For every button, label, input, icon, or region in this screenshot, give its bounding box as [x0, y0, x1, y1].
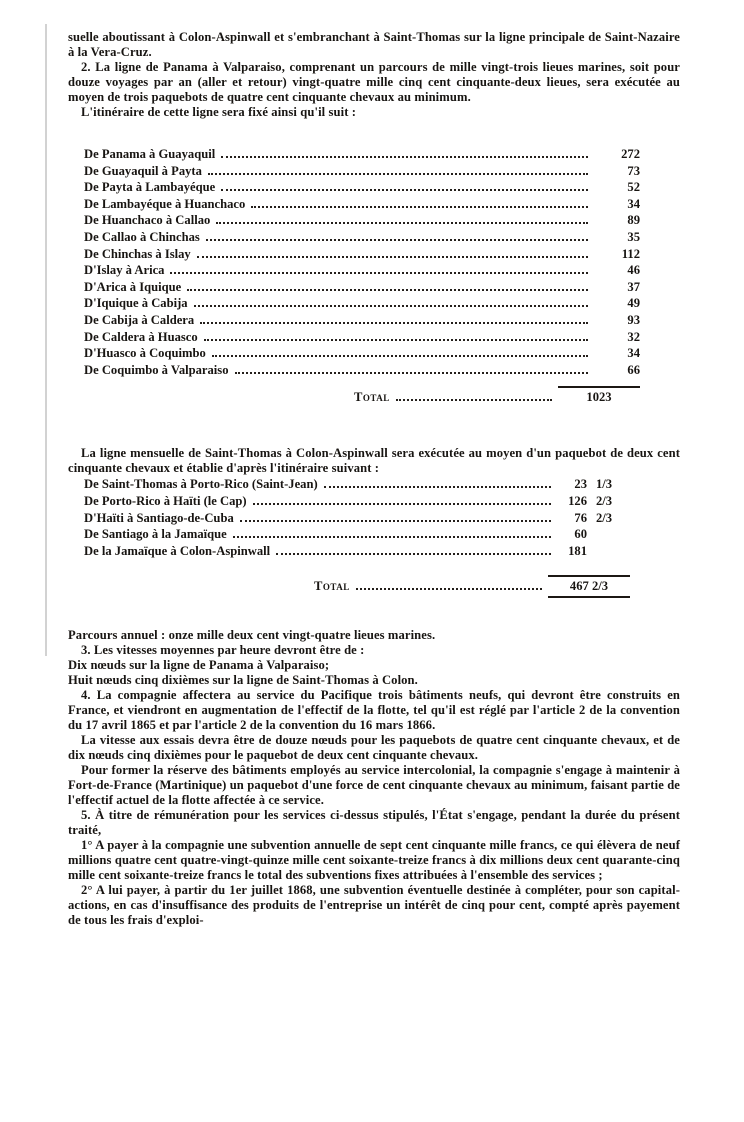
dotted-leader — [233, 536, 551, 538]
table-row — [84, 163, 640, 180]
table-row — [84, 212, 640, 229]
table-row — [84, 345, 640, 362]
distance-value: 89 — [627, 213, 640, 228]
distance-value: 49 — [627, 296, 640, 311]
route-label: D'Iquique à Cabija — [84, 296, 188, 311]
dotted-leader — [324, 486, 551, 488]
table-row — [84, 146, 640, 163]
distance-value: 93 — [627, 312, 640, 327]
table-row — [84, 295, 640, 312]
distance-fraction: 1/3 — [596, 477, 613, 492]
distance-value: 52 — [627, 180, 640, 195]
table-row — [84, 179, 640, 196]
table-row — [84, 312, 640, 329]
article-3-paragraph: 3. Les vitesses moyennes par heure devront être de : — [81, 643, 365, 658]
distance-value: 46 — [627, 263, 640, 278]
annual-distance-line: Parcours annuel : onze mille deux cent vingt-quatre lieues marines. — [68, 628, 436, 643]
article-2-paragraph: 2. La ligne de Panama à Valparaiso, comprenant un parcours de mille vingt-trois lieues marines, soit pour douze voyages par an (aller et retour) vingt-quatre mille cinq cent cinquante-deux lieues, sera exécutée au moyen de trois paquebots de quatre cent cinquante chevaux au minimum. — [68, 60, 680, 104]
table-row — [84, 362, 640, 379]
dotted-leader — [356, 588, 542, 590]
table-row — [84, 543, 630, 560]
table-row — [84, 279, 640, 296]
dotted-leader — [187, 289, 588, 291]
dotted-leader — [208, 173, 588, 175]
route-label: De Coquimbo à Valparaiso — [84, 362, 229, 377]
route-label: D'Haïti à Santiago-de-Cuba — [84, 510, 234, 525]
route-label: De Saint-Thomas à Porto-Rico (Saint-Jean) — [84, 477, 318, 492]
article-4-paragraph: 4. La compagnie affectera au service du Pacifique trois bâtiments neufs, qui devront être construits en France, et viendront en augmentation de l'effectif de la flotte, tel qu'il est réglé par l'article 2 de la convention du 17 avril 1865 et par l'article 2 de la convention du 16 mars 1866. — [68, 688, 680, 733]
dotted-leader — [251, 206, 588, 208]
route-label: De Payta à Lambayéque — [84, 180, 216, 195]
distance-value: 34 — [627, 196, 640, 211]
route-label: De Santiago à la Jamaïque — [84, 527, 227, 542]
route-label: De la Jamaïque à Colon-Aspinwall — [84, 543, 271, 558]
route-label: De Chinchas à Islay — [84, 246, 191, 261]
distance-value: 32 — [627, 329, 640, 344]
distance-value: 73 — [627, 163, 640, 178]
distance-value: 181 — [568, 543, 587, 558]
page-fold-line — [45, 24, 47, 656]
total-row-table1 — [354, 386, 640, 406]
distance-value: 126 — [568, 493, 587, 508]
speed-line-saint-thomas: Huit nœuds cinq dixièmes sur la ligne de Saint-Thomas à Colon. — [68, 673, 418, 688]
route-label: De Panama à Guayaquil — [84, 147, 216, 161]
route-label: De Caldera à Huasco — [84, 329, 198, 344]
document-page — [68, 30, 680, 928]
route-label: De Cabija à Caldera — [84, 312, 195, 327]
distance-value: 76 — [574, 510, 587, 525]
table-row — [84, 526, 630, 543]
distance-value: 112 — [621, 246, 640, 261]
trial-speed-paragraph: La vitesse aux essais devra être de douze nœuds pour les paquebots de quatre cent cinquante chevaux, et de dix nœuds cinq dixièmes pour le paquebot de deux cent cinquante chevaux. — [68, 733, 680, 763]
itinerary-table-panama-valparaiso — [84, 146, 640, 378]
table-row — [84, 510, 630, 527]
route-label: De Callao à Chinchas — [84, 229, 200, 244]
table-row — [84, 493, 630, 510]
route-label: De Huanchaco à Callao — [84, 213, 211, 228]
total-label: Total — [314, 579, 350, 594]
speed-line-panama: Dix nœuds sur la ligne de Panama à Valparaiso; — [68, 658, 330, 673]
total-row-table2 — [314, 575, 630, 598]
dotted-leader — [212, 355, 588, 357]
distance-value: 35 — [627, 229, 640, 244]
dotted-leader — [276, 553, 551, 555]
dotted-leader — [216, 222, 588, 224]
distance-fraction: 2/3 — [596, 493, 613, 508]
route-label: D'Islay à Arica — [84, 263, 165, 278]
dotted-leader — [197, 256, 588, 258]
route-label: De Porto-Rico à Haïti (le Cap) — [84, 493, 247, 508]
dotted-leader — [194, 305, 588, 307]
dotted-leader — [204, 339, 588, 341]
saint-thomas-line-intro: La ligne mensuelle de Saint-Thomas à Colon-Aspinwall sera exécutée au moyen d'un paquebot de deux cent cinquante chevaux et établie d'après l'itinéraire suivant : — [68, 446, 680, 476]
table-row — [84, 262, 640, 279]
total-label: Total — [354, 390, 390, 405]
article-5-paragraph: 5. À titre de rémunération pour les services ci-dessus stipulés, l'État s'engage, pendant la durée du présent traité, — [68, 808, 680, 838]
total-value: 1023 — [558, 386, 640, 406]
dotted-leader — [206, 239, 588, 241]
distance-value: 34 — [627, 346, 640, 361]
distance-value: 66 — [627, 362, 640, 377]
dotted-leader — [240, 520, 551, 522]
route-label: De Lambayéque à Huanchaco — [84, 196, 246, 211]
route-label: De Guayaquil à Payta — [84, 163, 202, 178]
continuation-paragraph: suelle aboutissant à Colon-Aspinwall et s'embranchant à Saint-Thomas sur la ligne principale de Saint-Nazaire à la Vera-Cruz. — [68, 30, 680, 59]
dotted-leader — [221, 189, 588, 191]
dotted-leader — [235, 372, 588, 374]
table-row — [84, 329, 640, 346]
reserve-paragraph: Pour former la réserve des bâtiments employés au service intercolonial, la compagnie s'engage à maintenir à Fort-de-France (Martinique) un paquebot d'une force de cent cinquante chevaux au minimum, faisant partie de l'effectif actuel de la flotte affectée à ce service. — [68, 763, 680, 808]
dotted-leader — [221, 156, 588, 158]
clause-2-paragraph: 2° A lui payer, à partir du 1er juillet 1868, une subvention éventuelle destinée à compléter, pour son capital-actions, en cas d'insuffisance des produits de l'entreprise un intérêt de cinq pour cent, compté après payement de tous les frais d'exploi- — [68, 883, 680, 928]
distance-value: 272 — [621, 147, 640, 161]
bottom-text-block — [68, 628, 680, 928]
dotted-leader — [253, 503, 551, 505]
table-row — [84, 246, 640, 263]
distance-value: 23 — [574, 477, 587, 492]
itinerary-intro: L'itinéraire de cette ligne sera fixé ainsi qu'il suit : — [81, 105, 357, 119]
route-label: D'Huasco à Coquimbo — [84, 346, 206, 361]
route-label: D'Arica à Iquique — [84, 279, 182, 294]
table-row — [84, 196, 640, 213]
table-row — [84, 229, 640, 246]
dotted-leader — [396, 399, 552, 401]
dotted-leader — [200, 322, 588, 324]
distance-fraction: 2/3 — [596, 510, 613, 525]
table-row — [84, 476, 630, 493]
distance-value: 37 — [627, 279, 640, 294]
clause-1-paragraph: 1° A payer à la compagnie une subvention annuelle de sept cent cinquante mille francs, ce qui élèvera de neuf millions quatre cent quatre-vingt-quinze mille cent soixante-treize francs à dix millions deux cent quarante-cinq mille cent soixante-treize francs le total des subventions fixes attribuées à l'ensemble des services ; — [68, 838, 680, 883]
dotted-leader — [170, 272, 588, 274]
distance-value: 60 — [574, 527, 587, 542]
itinerary-table-saint-thomas-colon — [84, 476, 630, 559]
total-value: 467 2/3 — [548, 575, 630, 598]
